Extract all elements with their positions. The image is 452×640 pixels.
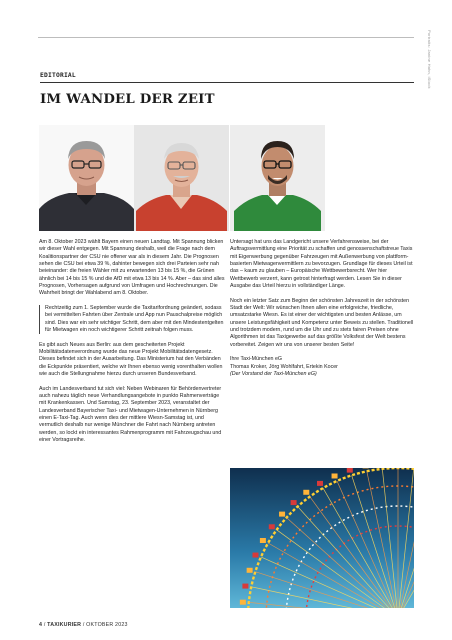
pull-quote bbox=[39, 305, 227, 334]
article-column-right bbox=[230, 239, 414, 378]
portrait-3-image bbox=[230, 125, 325, 231]
top-rule bbox=[38, 37, 414, 38]
ferris-wheel-image bbox=[230, 468, 414, 608]
signature-org: Ihre Taxi-München eG bbox=[230, 356, 283, 363]
signature-block bbox=[230, 356, 414, 378]
section-kicker: EDITORIAL bbox=[40, 72, 76, 79]
page-title: IM WANDEL DER ZEIT bbox=[40, 92, 215, 107]
page-footer: 4 / TAXIKURIER / OKTOBER 2023 bbox=[39, 622, 128, 628]
photo-credit: Portraits: Janine Hahn, iStock bbox=[427, 30, 432, 89]
paragraph-wiesn: Noch ein letzter Satz zum Beginn der schönsten Jahreszeit in der schönsten Stadt der Welt: Wir wünschen Ihnen allen eine erfolgreiche, friedliche, umsatzstarke Wiesn. Es ist einer der wichtigsten und besten Anlässe, um unsere Leistungsfähigkeit und Kompetenz unter Beweis zu stellen. Traditionell und trotzdem modern, rund um die Uhr und zu stets fairen Preisen ohne Algorithmen ist das Taxigewerbe auf das größte Volksfest der Welt bestens vorbereitet. Zeigen wir uns von unserer besten Seite! bbox=[230, 297, 414, 348]
portrait-thomas-kroker bbox=[39, 125, 134, 231]
pull-quote-text: Rechtzeitig zum 1. September wurde die Taxitarifordnung geändert, sodass bei vermittelten Fahrten über Zentrale und App nun Pauschalpreise möglich sind. Dies war ein sehr wichtiger Schritt, dem aber mit den Mindestentgelten für Mietwagen ein noch wichtigerer Schritt zeitnah folgen muss. bbox=[45, 305, 224, 334]
issue-date: / OKTOBER 2023 bbox=[81, 622, 128, 628]
signature-names: Thomas Kroker, Jörg Wohlfahrt, Ertekin Kocer bbox=[230, 363, 338, 370]
kicker-rule bbox=[40, 82, 414, 83]
magazine-name: TAXIKURIER bbox=[47, 622, 82, 628]
paragraph-election: Am 8. Oktober 2023 wählt Bayern einen neuen Landtag. Mit Spannung blicken wir dieser Wahl entgegen. Mit Spannung deshalb, weil die Frage nach dem Koalitionspartner der CSU nie offener war als in diesem Jahr. Die Prognosen sehen die CSU bei etwa 39 %, dahinter bewegen sich drei Parteien sehr nah beieinander: die freien Wähler mit zu erwartenden 13 bis 15 %, die Grünen ähnlich bei 14 bis 15 % und die AfD mit etwa 13 bis 14 %. Aber – das sind alles Prognosen, Vorhersagen aufgrund von Umfragen und Hochrechnungen. Die Wahrheit bringt der Wahlabend am 8. Oktober. bbox=[39, 239, 225, 297]
ferris-wheel-photo bbox=[230, 468, 414, 608]
portrait-ertekin-kocer bbox=[230, 125, 325, 231]
paragraph-landesverband: Auch im Landesverband tut sich viel: Neben Webinaren für Behördenvertreter auch nahezu täglich neue Verhandlungsangebote in punkto Rahmenverträge mit Krankenkassen. Und Samstag, 23. September 2023, veranstaltet der Landesverband Bayerischer Taxi- und Mietwagen-Unternehmen in Nürnberg einen E-Taxi-Tag. Auch wenn dies der mittlere Wiesn-Samstag ist, und vermutlich deshalb nur wenige Münchner die Fahrt nach Nürnberg antreten werden, so lockt ein interessantes Rahmenprogramm mit Fahrzeugschau und einer Vortragsreihe. bbox=[39, 385, 222, 444]
portrait-joerg-wohlfahrt bbox=[134, 125, 229, 231]
article-column-left bbox=[39, 239, 227, 452]
paragraph-berlin: Es gibt auch Neues aus Berlin: aus dem gescheiterten Projekt Mobilitätsdatenverordnung wurde das neue Projekt Mobilitätsdatengesetz. Dieses befindet sich in der Ausarbeitung. Das Ministerium hat den Verbänden die Eckpunkte präsentiert, welche wir Ihnen ebenso wenig vorenthalten wollen wie auch die Stellungnahme hierzu durch unseren Bundesverband. bbox=[39, 341, 223, 378]
page-number: 4 bbox=[39, 622, 43, 628]
paragraph-landgericht: Untersagt hat uns das Landgericht unsere Verfahrensweise, bei der Auftragsvermittlung eine Priorität zu schaffen und genossenschaftstreue Taxis mit Eigenwerbung gegenüber Fahrzeugen mit Außenwerbung von plattform-basierten Mietwagenvermittlern zu bevorzugen. Grundlage für dieses Urteil ist das – kaum zu glauben – Europäische Wettbewerbsrecht. Wer hier Wettbewerb verzerrt, kann getrost hinterfragt werden. Lesen Sie in dieser Ausgabe das Urteil hierzu in vollständiger Länge. bbox=[230, 239, 413, 290]
portrait-2-image bbox=[134, 125, 229, 231]
portrait-1-image bbox=[39, 125, 134, 231]
signature-role: (Der Vorstand der Taxi-München eG) bbox=[230, 371, 317, 378]
